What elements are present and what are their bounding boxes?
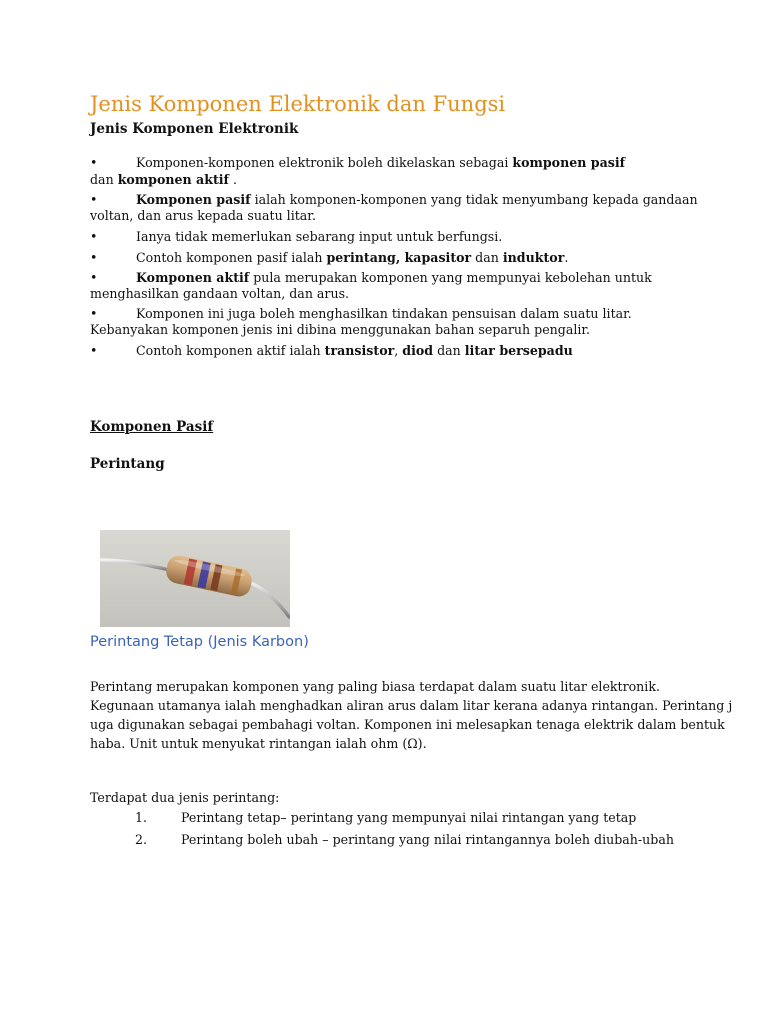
paragraph-line: haba. Unit untuk menyukat rintangan ialah ohm (Ω). xyxy=(90,736,427,751)
page-title: Jenis Komponen Elektronik dan Fungsi xyxy=(90,92,506,116)
bullet-4-bold-2: induktor xyxy=(502,250,565,265)
komponen-pasif-heading: Komponen Pasif xyxy=(90,419,214,435)
bullet-7 xyxy=(136,343,573,358)
bullet-5-bold: Komponen aktif xyxy=(136,270,250,285)
list-number: 1. xyxy=(135,810,148,825)
bullet-glyph: • xyxy=(90,270,98,285)
paragraph-line: Perintang merupakan komponen yang paling biasa terdapat dalam suatu litar elektronik. xyxy=(90,679,660,694)
section-heading: Jenis Komponen Elektronik xyxy=(90,121,299,137)
bullet-5-cont: menghasilkan gandaan voltan, dan arus. xyxy=(90,286,350,301)
bullet-4-text: Contoh komponen pasif ialah xyxy=(136,250,327,265)
perintang-heading: Perintang xyxy=(90,456,165,472)
bullet-7-bold-3: litar bersepadu xyxy=(464,343,573,358)
bullet-6: Komponen ini juga boleh menghasilkan tindakan pensuisan dalam suatu litar. xyxy=(136,306,632,321)
bullet-2-bold: Komponen pasif xyxy=(136,192,251,207)
list-item: Perintang tetap– perintang yang mempunyai nilai rintangan yang tetap xyxy=(181,810,637,825)
types-intro: Terdapat dua jenis perintang: xyxy=(90,790,280,805)
bullet-1-cont-text: dan xyxy=(90,172,118,187)
list-item: Perintang boleh ubah – perintang yang nilai rintangannya boleh diubah-ubah xyxy=(181,832,674,847)
bullet-3: Ianya tidak memerlukan sebarang input untuk berfungsi. xyxy=(136,229,503,244)
paragraph-line: uga digunakan sebagai pembahagi voltan. Komponen ini melesapkan tenaga elektrik dalam bentuk xyxy=(90,717,725,732)
bullet-5-text: pula merupakan komponen yang mempunyai kebolehan untuk xyxy=(249,270,652,285)
bullet-7-mid-1: , xyxy=(394,343,403,358)
bullet-1-bold: komponen pasif xyxy=(512,155,626,170)
bullet-1-cont-bold: komponen aktif xyxy=(117,172,229,187)
bullet-1 xyxy=(136,155,625,170)
bullet-4-bold-1: perintang, kapasitor xyxy=(326,250,472,265)
bullet-glyph: • xyxy=(90,343,98,358)
resistor-icon xyxy=(100,530,290,627)
bullet-5 xyxy=(136,270,652,285)
image-caption: Perintang Tetap (Jenis Karbon) xyxy=(90,634,309,650)
bullet-7-bold-1: transistor xyxy=(324,343,395,358)
bullet-4-mid: dan xyxy=(471,250,503,265)
paragraph-line: Kegunaan utamanya ialah menghadkan aliran arus dalam litar kerana adanya rintangan. Perintang j xyxy=(90,698,733,713)
bullet-7-text: Contoh komponen aktif ialah xyxy=(136,343,325,358)
bullet-1-text: Komponen-komponen elektronik boleh dikelaskan sebagai xyxy=(136,155,513,170)
resistor-photo xyxy=(100,530,290,627)
bullet-glyph: • xyxy=(90,250,98,265)
bullet-2-text: ialah komponen-komponen yang tidak menyumbang kepada gandaan xyxy=(250,192,698,207)
bullet-2-cont: voltan, dan arus kepada suatu litar. xyxy=(90,208,316,223)
bullet-6-cont: Kebanyakan komponen jenis ini dibina menggunakan bahan separuh pengalir. xyxy=(90,322,591,337)
bullet-glyph: • xyxy=(90,155,98,170)
bullet-1-cont xyxy=(90,172,237,187)
bullet-7-bold-2: diod xyxy=(402,343,434,358)
list-number: 2. xyxy=(135,832,148,847)
bullet-4-post: . xyxy=(564,250,569,265)
bullet-1-cont-post: . xyxy=(228,172,237,187)
perintang-paragraph xyxy=(90,677,733,753)
bullet-2 xyxy=(136,192,698,207)
bullet-glyph: • xyxy=(90,192,98,207)
bullet-4 xyxy=(136,250,568,265)
bullet-glyph: • xyxy=(90,229,98,244)
bullet-7-mid-2: dan xyxy=(433,343,465,358)
bullet-glyph: • xyxy=(90,306,98,321)
